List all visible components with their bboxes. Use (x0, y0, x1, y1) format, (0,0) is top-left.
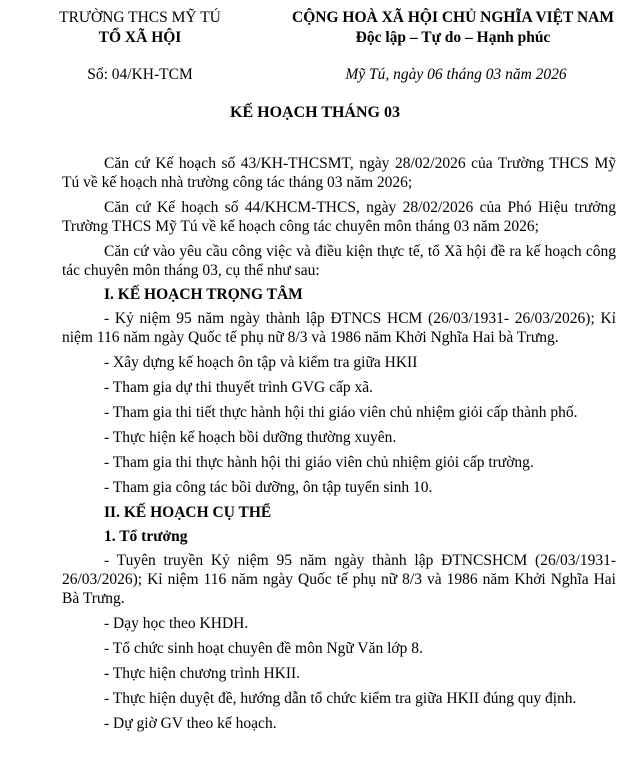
list-item: - Xây dựng kế hoạch ôn tập và kiểm tra giữa HKII (104, 354, 418, 371)
section-heading: II. KẾ HOẠCH CỤ THỂ (104, 504, 272, 521)
national-motto: Độc lập – Tự do – Hạnh phúc (355, 29, 551, 46)
school-name: TRƯỜNG THCS MỸ TÚ (59, 9, 221, 26)
list-item: - Tham gia thi thực hành hội thi giáo viên chủ nhiệm giỏi cấp trường. (104, 454, 534, 471)
nation-name: CỘNG HOÀ XÃ HỘI CHỦ NGHĨA VIỆT NAM (292, 9, 614, 26)
list-item: - Thực hiện duyệt đề, hướng dẫn tổ chức kiểm tra giữa HKII đúng quy định. (104, 690, 577, 707)
document-number: Số: 04/KH-TCM (87, 66, 193, 83)
list-item: - Tham gia công tác bồi dưỡng, ôn tập tuyển sinh 10. (104, 479, 433, 496)
intro-paragraph: Căn cứ Kế hoạch số 44/KHCM-THCS, ngày 28/02/2026 của Phó Hiệu trưởng Trường THCS Mỹ Tú về kế hoạch công tác chuyên môn tháng 03 năm 2026; (62, 199, 616, 235)
list-item: - Kỷ niệm 95 năm ngày thành lập ĐTNCS HCM (26/03/1931- 26/03/2026); Kỉ niệm 116 năm ngày Quốc tế phụ nữ 8/3 và 1986 năm Khởi Nghĩa Hai bà Trưng. (62, 310, 616, 346)
intro-paragraph: Căn cứ Kế hoạch số 43/KH-THCSMT, ngày 28/02/2026 của Trường THCS Mỹ Tú về kế hoạch nhà trường công tác tháng 03 năm 2026; (62, 155, 616, 191)
list-item: - Tuyên truyền Kỷ niệm 95 năm ngày thành lập ĐTNCSHCM (26/03/1931- 26/03/2026); Kỉ niệm 116 năm ngày Quốc tế phụ nữ 8/3 và 1986 năm Khởi Nghĩa Hai Bà Trưng. (62, 552, 616, 607)
department-name: TỔ XÃ HỘI (98, 29, 182, 46)
list-item: - Dạy học theo KHDH. (104, 615, 249, 632)
place-date: Mỹ Tú, ngày 06 tháng 03 năm 2026 (345, 66, 567, 83)
national-header (278, 8, 628, 48)
list-item: - Thực hiện kế hoạch bồi dưỡng thường xuyên. (104, 429, 397, 446)
subsection-heading: 1. Tổ trưởng (104, 528, 188, 545)
list-item: - Tham gia thi tiết thực hành hội thi giáo viên chủ nhiệm giỏi cấp thành phố. (104, 404, 578, 421)
list-item: - Tham gia dự thi thuyết trình GVG cấp xã. (104, 379, 373, 396)
issuer-block (40, 8, 240, 48)
document-body (62, 154, 616, 739)
document-title: KẾ HOẠCH THÁNG 03 (230, 104, 400, 121)
list-item: - Thực hiện chương trình HKII. (104, 665, 301, 682)
section-heading: I. KẾ HOẠCH TRỌNG TÂM (104, 286, 303, 303)
list-item: - Dự giờ GV theo kế hoạch. (104, 715, 277, 732)
list-item: - Tổ chức sinh hoạt chuyên đề môn Ngữ Văn lớp 8. (104, 640, 423, 657)
intro-paragraph: Căn cứ vào yêu cầu công việc và điều kiện thực tế, tổ Xã hội đề ra kế hoạch công tác chuyên môn tháng 03, cụ thể như sau: (62, 243, 616, 279)
